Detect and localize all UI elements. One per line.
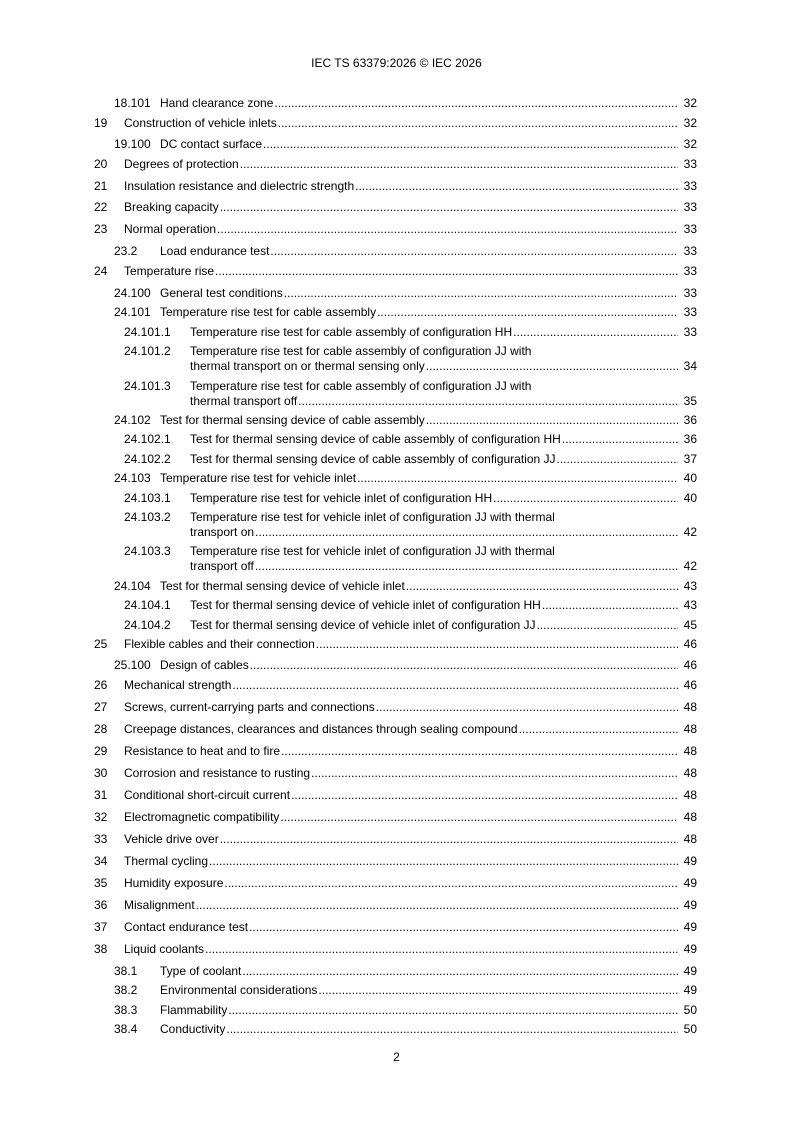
dot-leader	[291, 788, 678, 802]
dot-leader	[284, 286, 678, 300]
toc-entry-number: 33	[94, 832, 108, 846]
dot-leader	[215, 264, 678, 278]
toc-entry-number: 37	[94, 920, 108, 934]
toc-entry-title: Test for thermal sensing device of cable assembly	[160, 413, 425, 427]
dot-leader	[249, 920, 678, 934]
toc-entry-title: Thermal cycling	[124, 854, 209, 868]
toc-entry-page: 46	[683, 678, 697, 692]
toc-entry-title: Contact endurance test	[124, 920, 249, 934]
toc-entry-title: Temperature rise test for cable assembly	[160, 305, 377, 319]
dot-leader	[357, 471, 678, 485]
toc-entry-title: Hand clearance zone	[160, 96, 274, 110]
toc-entry-title: Temperature rise	[124, 264, 215, 278]
dot-leader	[228, 1003, 678, 1017]
toc-entry-title: Temperature rise test for cable assembly of configuration HH	[190, 325, 513, 339]
dot-leader	[519, 722, 678, 736]
toc-entry-number: 38	[94, 942, 108, 956]
toc-entry-page: 48	[683, 700, 697, 714]
toc-entry-number: 30	[94, 766, 108, 780]
toc-entry-title: Type of coolant	[160, 964, 242, 978]
toc-entry-title: Conditional short-circuit current	[124, 788, 291, 802]
toc-entry-page: 34	[683, 359, 697, 373]
toc-entry-number: 38.1	[114, 964, 138, 978]
toc-entry-number: 24.103.2	[124, 510, 171, 524]
toc-entry-number: 26	[94, 678, 108, 692]
dot-leader	[226, 1022, 678, 1036]
toc-entry-page: 33	[683, 179, 697, 193]
toc-entry-page: 48	[683, 810, 697, 824]
toc-entry-number: 23	[94, 222, 108, 236]
toc-entry-number: 24.102.1	[124, 432, 171, 446]
toc-entry-number: 28	[94, 722, 108, 736]
toc-entry-number: 19.100	[114, 137, 151, 151]
toc-entry-title-line1: Temperature rise test for cable assembly of configuration JJ with	[190, 344, 532, 358]
toc-entry-page: 32	[683, 137, 697, 151]
dot-leader	[242, 964, 678, 978]
toc-entry-number: 24.100	[114, 286, 151, 300]
dot-leader	[562, 432, 678, 446]
toc-entry-page: 49	[683, 964, 697, 978]
toc-entry-page: 33	[683, 305, 697, 319]
toc-entry-number: 25.100	[114, 658, 151, 672]
toc-entry-page: 32	[683, 96, 697, 110]
toc-entry-title: DC contact surface	[160, 137, 263, 151]
toc-entry-page: 42	[683, 525, 697, 539]
dot-leader	[557, 452, 678, 466]
toc-entry-number: 24.104.1	[124, 598, 171, 612]
toc-entry-page: 33	[683, 264, 697, 278]
toc-entry-page: 49	[683, 920, 697, 934]
toc-entry-title: Test for thermal sensing device of vehicle inlet of configuration HH	[190, 598, 541, 612]
toc-entry-title: Mechanical strength	[124, 678, 232, 692]
toc-entry-title: Load endurance test	[160, 244, 270, 258]
toc-entry-title-line1: Temperature rise test for vehicle inlet of configuration JJ with thermal	[190, 510, 555, 524]
dot-leader	[406, 579, 678, 593]
toc-entry-number: 24.102	[114, 413, 151, 427]
toc-entry-page: 35	[683, 394, 697, 408]
toc-entry-number: 22	[94, 200, 108, 214]
page-number: 2	[393, 1050, 400, 1064]
toc-entry-number: 35	[94, 876, 108, 890]
toc-entry-title: General test conditions	[160, 286, 283, 300]
toc-entry-title: Vehicle drive over	[124, 832, 219, 846]
dot-leader	[270, 244, 678, 258]
toc-entry-title: Creepage distances, clearances and distances through sealing compound	[124, 722, 518, 736]
toc-entry-number: 31	[94, 788, 108, 802]
toc-entry-title: Normal operation	[124, 222, 217, 236]
toc-entry-page: 46	[683, 637, 697, 651]
toc-entry-number: 24.101	[114, 305, 151, 319]
dot-leader	[537, 618, 678, 632]
dot-leader	[255, 559, 678, 573]
toc-entry-number: 18.101	[114, 96, 151, 110]
toc-entry-number: 38.4	[114, 1022, 138, 1036]
toc-entry-number: 24	[94, 264, 108, 278]
dot-leader	[513, 325, 678, 339]
toc-entry-number: 19	[94, 116, 108, 130]
toc-entry-title: Conductivity	[160, 1022, 226, 1036]
toc-entry-page: 43	[683, 598, 697, 612]
dot-leader	[250, 658, 678, 672]
toc-entry-page: 36	[683, 432, 697, 446]
toc-entry-title: Breaking capacity	[124, 200, 219, 214]
dot-leader	[278, 116, 678, 130]
dot-leader	[205, 942, 678, 956]
toc-entry-title: Test for thermal sensing device of cable assembly of configuration JJ	[190, 452, 556, 466]
toc-entry-title: Temperature rise test for vehicle inlet of configuration HH	[190, 491, 493, 505]
toc-entry-number: 24.104	[114, 579, 151, 593]
toc-entry-title: Degrees of protection	[124, 157, 239, 171]
toc-entry-number: 34	[94, 854, 108, 868]
toc-entry-title: Liquid coolants	[124, 942, 205, 956]
toc-entry-number: 24.101.3	[124, 379, 171, 393]
dot-leader	[220, 200, 678, 214]
toc-entry-page: 33	[683, 157, 697, 171]
toc-entry-number: 27	[94, 700, 108, 714]
toc-entry-page: 33	[683, 244, 697, 258]
toc-entry-page: 49	[683, 854, 697, 868]
dot-leader	[217, 222, 678, 236]
toc-entry-page: 49	[683, 983, 697, 997]
toc-entry-title: Test for thermal sensing device of vehicle inlet	[160, 579, 405, 593]
toc-entry-number: 24.101.1	[124, 325, 171, 339]
toc-entry-number: 24.103.1	[124, 491, 171, 505]
toc-entry-page: 33	[683, 200, 697, 214]
toc-entry-title-line1: Temperature rise test for cable assembly of configuration JJ with	[190, 379, 532, 393]
toc-entry-page: 48	[683, 722, 697, 736]
dot-leader	[274, 96, 678, 110]
toc-entry-number: 20	[94, 157, 108, 171]
dot-leader	[263, 137, 678, 151]
dot-leader	[280, 810, 678, 824]
toc-entry-title: Humidity exposure	[124, 876, 224, 890]
toc-entry-number: 29	[94, 744, 108, 758]
toc-entry-title: Temperature rise test for vehicle inlet	[160, 471, 357, 485]
toc-entry-number: 24.101.2	[124, 344, 171, 358]
toc-entry-title: Construction of vehicle inlets	[124, 116, 277, 130]
toc-entry-number: 38.3	[114, 1003, 138, 1017]
toc-entry-title: Design of cables	[160, 658, 249, 672]
dot-leader	[196, 898, 678, 912]
toc-entry-title: Misalignment	[124, 898, 195, 912]
dot-leader	[311, 766, 678, 780]
toc-entry-title: Resistance to heat and to fire	[124, 744, 281, 758]
toc-entry-page: 46	[683, 658, 697, 672]
toc-entry-page: 48	[683, 744, 697, 758]
toc-entry-title: thermal transport off	[190, 394, 298, 408]
dot-leader	[316, 637, 678, 651]
toc-entry-title: Environmental considerations	[160, 983, 318, 997]
toc-entry-title: Flammability	[160, 1003, 228, 1017]
dot-leader	[298, 394, 678, 408]
dot-leader	[426, 413, 678, 427]
toc-entry-page: 33	[683, 286, 697, 300]
toc-entry-title: transport off	[190, 559, 254, 573]
toc-entry-page: 43	[683, 579, 697, 593]
toc-entry-number: 24.103.3	[124, 544, 171, 558]
toc-entry-number: 36	[94, 898, 108, 912]
toc-entry-page: 42	[683, 559, 697, 573]
toc-entry-number: 38.2	[114, 983, 138, 997]
toc-entry-page: 40	[683, 471, 697, 485]
dot-leader	[355, 179, 678, 193]
toc-entry-page: 48	[683, 788, 697, 802]
dot-leader	[209, 854, 678, 868]
toc-entry-number: 24.103	[114, 471, 151, 485]
toc-entry-number: 24.102.2	[124, 452, 171, 466]
toc-entry-title-line1: Temperature rise test for vehicle inlet of configuration JJ with thermal	[190, 544, 555, 558]
toc-entry-number: 25	[94, 637, 108, 651]
toc-entry-page: 45	[683, 618, 697, 632]
toc-entry-number: 23.2	[114, 244, 138, 258]
dot-leader	[426, 359, 678, 373]
toc-entry-title: Test for thermal sensing device of cable assembly of configuration HH	[190, 432, 561, 446]
toc-entry-title: thermal transport on or thermal sensing only	[190, 359, 425, 373]
page-header: IEC TS 63379:2026 © IEC 2026	[311, 56, 482, 70]
dot-leader	[255, 525, 678, 539]
toc-entry-page: 40	[683, 491, 697, 505]
toc-entry-page: 50	[683, 1022, 697, 1036]
toc-entry-page: 49	[683, 876, 697, 890]
toc-entry-page: 49	[683, 898, 697, 912]
toc-entry-number: 32	[94, 810, 108, 824]
dot-leader	[281, 744, 678, 758]
toc-entry-title: transport on	[190, 525, 255, 539]
toc-entry-title: Electromagnetic compatibility	[124, 810, 280, 824]
dot-leader	[220, 832, 678, 846]
dot-leader	[224, 876, 678, 890]
dot-leader	[318, 983, 678, 997]
toc-entry-number: 21	[94, 179, 108, 193]
dot-leader	[376, 700, 678, 714]
toc-entry-page: 32	[683, 116, 697, 130]
toc-entry-title: Screws, current-carrying parts and connections	[124, 700, 375, 714]
dot-leader	[542, 598, 678, 612]
toc-entry-page: 33	[683, 325, 697, 339]
toc-entry-page: 36	[683, 413, 697, 427]
toc-entry-number: 24.104.2	[124, 618, 171, 632]
toc-entry-page: 48	[683, 766, 697, 780]
toc-entry-title: Test for thermal sensing device of vehicle inlet of configuration JJ	[190, 618, 536, 632]
toc-entry-page: 37	[683, 452, 697, 466]
toc-entry-page: 49	[683, 942, 697, 956]
toc-entry-title: Corrosion and resistance to rusting	[124, 766, 311, 780]
toc-entry-title: Flexible cables and their connection	[124, 637, 315, 651]
dot-leader	[240, 157, 678, 171]
dot-leader	[493, 491, 678, 505]
toc-entry-title: Insulation resistance and dielectric strength	[124, 179, 355, 193]
toc-entry-page: 33	[683, 222, 697, 236]
dot-leader	[232, 678, 678, 692]
toc-entry-page: 48	[683, 832, 697, 846]
toc-entry-page: 50	[683, 1003, 697, 1017]
dot-leader	[377, 305, 678, 319]
